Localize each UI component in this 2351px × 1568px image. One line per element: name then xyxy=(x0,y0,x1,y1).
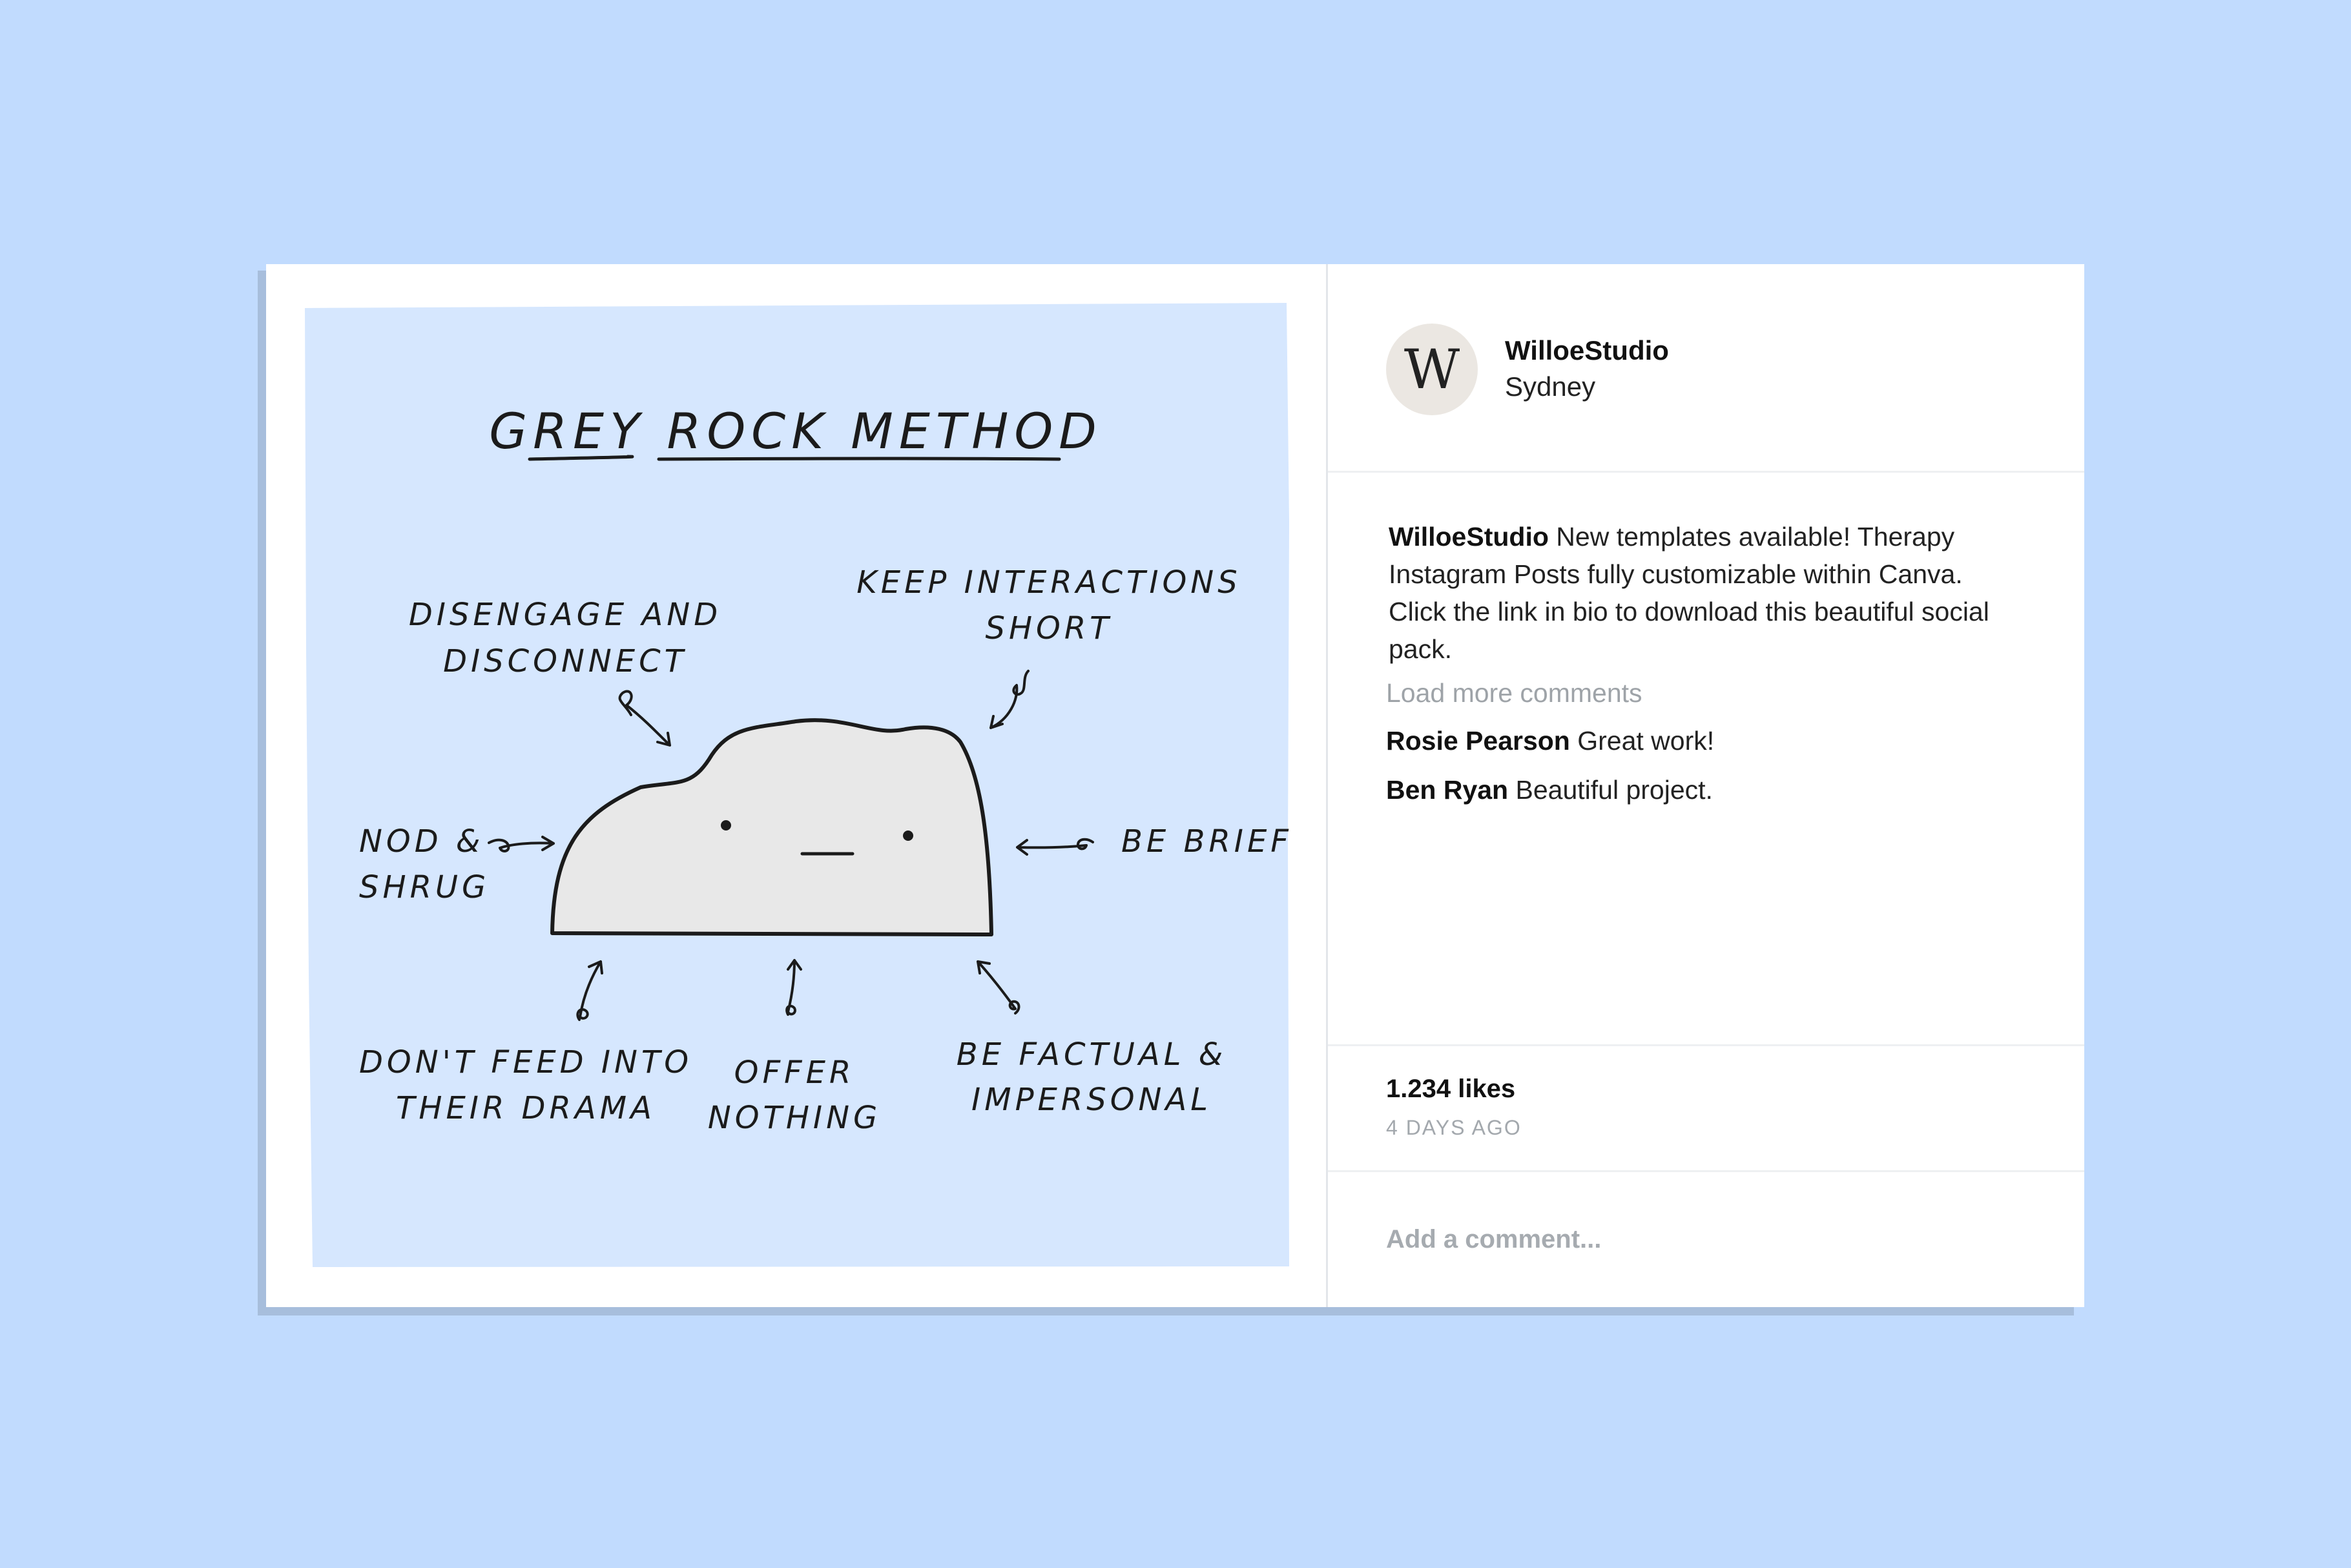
caption xyxy=(1389,518,2020,668)
post-header xyxy=(1328,264,2084,473)
caption-author[interactable]: WilloeStudio xyxy=(1389,522,1549,552)
rock-right-eye xyxy=(903,830,913,841)
label-disengage-line1: DISENGAGE AND xyxy=(408,597,722,633)
post-timestamp: 4 DAYS AGO xyxy=(1386,1116,1522,1139)
artwork-title: GREY ROCK METHOD xyxy=(489,402,1103,460)
label-offer-line1: OFFER xyxy=(734,1055,855,1091)
comments-section xyxy=(1328,473,2084,1046)
post-stats xyxy=(1328,1046,2084,1172)
label-disengage-line2: DISCONNECT xyxy=(443,643,687,679)
avatar[interactable]: W xyxy=(1386,324,1478,415)
load-more-comments-link[interactable]: Load more comments xyxy=(1386,678,1642,708)
add-comment-input[interactable] xyxy=(1386,1225,2032,1254)
add-comment-area xyxy=(1328,1172,2084,1307)
comment-text: Great work! xyxy=(1577,726,1715,756)
comment-text: Beautiful project. xyxy=(1515,775,1713,805)
grey-rock-illustration xyxy=(266,264,1328,1307)
label-keep-line1: KEEP INTERACTIONS xyxy=(856,564,1241,601)
likes-count[interactable]: 1.234 likes xyxy=(1386,1075,1516,1103)
label-factual-line2: IMPERSONAL xyxy=(971,1082,1212,1118)
label-feed-line2: THEIR DRAMA xyxy=(396,1090,656,1126)
username-link[interactable]: WilloeStudio xyxy=(1505,335,1669,366)
label-feed-line1: DON'T FEED INTO xyxy=(358,1044,693,1080)
post-details xyxy=(1328,264,2084,1307)
header-text xyxy=(1505,333,1669,405)
label-brief: BE BRIEF xyxy=(1121,823,1292,860)
caption-text: New templates available! Therapy Instagram Posts fully customizable within Canva. Click the link in bio to download this beautiful social pack. xyxy=(1389,522,1989,664)
comment-author[interactable]: Rosie Pearson xyxy=(1386,726,1570,756)
comment-item xyxy=(1386,771,2020,809)
label-factual-line1: BE FACTUAL & xyxy=(956,1037,1227,1073)
label-offer-line2: NOTHING xyxy=(707,1100,882,1136)
comment-author[interactable]: Ben Ryan xyxy=(1386,775,1509,805)
rock-left-eye xyxy=(721,820,731,830)
label-nod-line2: SHRUG xyxy=(359,869,490,905)
comment-item xyxy=(1386,722,2020,759)
location-link[interactable]: Sydney xyxy=(1505,371,1596,402)
label-keep-line2: SHORT xyxy=(985,610,1113,646)
post-card xyxy=(266,264,2084,1307)
post-image[interactable] xyxy=(266,264,1328,1307)
label-nod-line1: NOD & xyxy=(359,823,484,860)
